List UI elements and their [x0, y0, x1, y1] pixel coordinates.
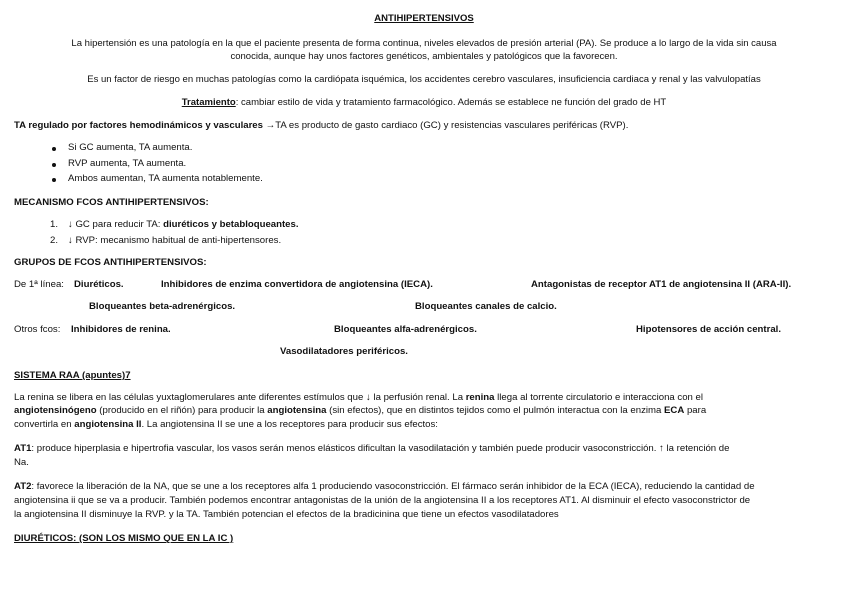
grupo-item: Bloqueantes alfa-adrenérgicos.: [334, 324, 477, 335]
tratamiento-text: : cambiar estilo de vida y tratamiento farmacológico. Además se establece ne función del grado de HT: [235, 97, 667, 108]
list-item: 2. ↓ RVP: mecanismo habitual de anti-hipertensores.: [50, 234, 282, 246]
list-item: Si GC aumenta, TA aumenta.: [50, 142, 263, 158]
list-item: Ambos aumentan, TA aumenta notablemente.: [50, 173, 263, 189]
ta-text: →TA es producto de gasto cardiaco (GC) y resistencias vasculares periféricas (RVP).: [262, 120, 629, 131]
bullet-icon: [52, 178, 56, 182]
raa-heading: SISTEMA RAA (apuntes)7: [14, 370, 131, 381]
primera-linea-label: De 1ª línea:: [14, 279, 64, 290]
grupo-item: Hipotensores de acción central.: [636, 324, 782, 335]
intro-line-2: conocida, aunque hay unos factores genéticos, ambientales y patológicos que la favorecen.: [230, 51, 618, 62]
at2-line-1: AT2: favorece la liberación de la NA, que se une a los receptores alfa 1 produciendo vasoconstricción. El fármaco serán inhibidor de la ECA (IECA), reduciendo la cantidad de: [14, 481, 755, 492]
tratamiento-line: [3, 97, 845, 110]
ta-bullet-list: [50, 142, 263, 189]
raa-p1-line-1: La renina se libera en las células yuxtaglomerulares ante diferentes estímulos que ↓ la perfusión renal. La renina llega al torrente circulatorio e interacciona con el: [14, 392, 704, 403]
intro-line-1: La hipertensión es una patología en la que el paciente presenta de forma continua, niveles elevados de presión arterial (PA). Se produce a lo largo de la vida sin causa: [71, 38, 777, 49]
grupo-item: Vasodilatadores periféricos.: [280, 346, 408, 357]
mecanismo-heading: MECANISMO FCOS ANTIHIPERTENSIVOS:: [14, 197, 209, 208]
grupo-item: Inhibidores de enzima convertidora de angiotensina (IECA).: [161, 279, 433, 290]
bullet-icon: [52, 163, 56, 167]
grupo-item: Bloqueantes canales de calcio.: [415, 301, 557, 312]
document-title: ANTIHIPERTENSIVOS: [374, 13, 474, 24]
at1-line-2: Na.: [14, 457, 29, 468]
tratamiento-label: Tratamiento: [181, 97, 236, 108]
grupos-heading: GRUPOS DE FCOS ANTIHIPERTENSIVOS:: [14, 257, 207, 268]
raa-p1-line-3: convertirla en angiotensina II. La angiotensina II se une a los receptores para producir sus efectos:: [14, 419, 438, 430]
at1-line-1: AT1: produce hiperplasia e hipertrofia vascular, los vasos serán menos elásticos dificultan la vasodilatación y también puede producir vasoconstricción. ↑ la retención de: [14, 443, 730, 454]
diureticos-heading: DIURÉTICOS: (SON LOS MISMO QUE EN LA IC ): [14, 533, 234, 544]
grupo-item: Diuréticos.: [74, 279, 124, 290]
list-item: RVP aumenta, TA aumenta.: [50, 158, 263, 174]
list-item: 1. ↓ GC para reducir TA: diuréticos y betabloqueantes.: [50, 219, 299, 230]
at2-line-3: la angiotensina II disminuye la RVP. y la TA. También potencian el efectos de la bradicinina que tiene un efectos vasodilatadores: [14, 509, 559, 520]
grupo-item: Antagonistas de receptor AT1 de angiotensina II (ARA-II).: [531, 279, 792, 290]
grupo-item: Inhibidores de renina.: [71, 324, 171, 335]
mecanismo-list: [50, 219, 299, 250]
raa-p1-line-2: angiotensinógeno (producido en el riñón) para producir la angiotensina (sin efectos), que en distintos tejidos como el pulmón interactua con la enzima ECA para: [14, 405, 707, 416]
bullet-icon: [52, 147, 56, 151]
at2-label: AT2: [14, 481, 32, 492]
intro-line-3: Es un factor de riesgo en muchas patologías como la cardiópata isquémica, los accidentes cerebro vasculares, insuficiencia cardiaca y renal y las valvulopatías: [87, 74, 761, 85]
grupo-item: Bloqueantes beta-adrenérgicos.: [89, 301, 236, 312]
ta-bold: TA regulado por factores hemodinámicos y vasculares: [14, 120, 263, 131]
ta-line: [14, 120, 628, 133]
at1-label: AT1: [14, 443, 32, 454]
at2-line-2: angiotensina ii que se va a producir. También podemos encontrar antagonistas de la unión de la angiotensina II a los receptores AT1. Al disminuir el efecto vasoconstrictor de: [14, 495, 751, 506]
otros-label: Otros fcos:: [14, 324, 61, 335]
